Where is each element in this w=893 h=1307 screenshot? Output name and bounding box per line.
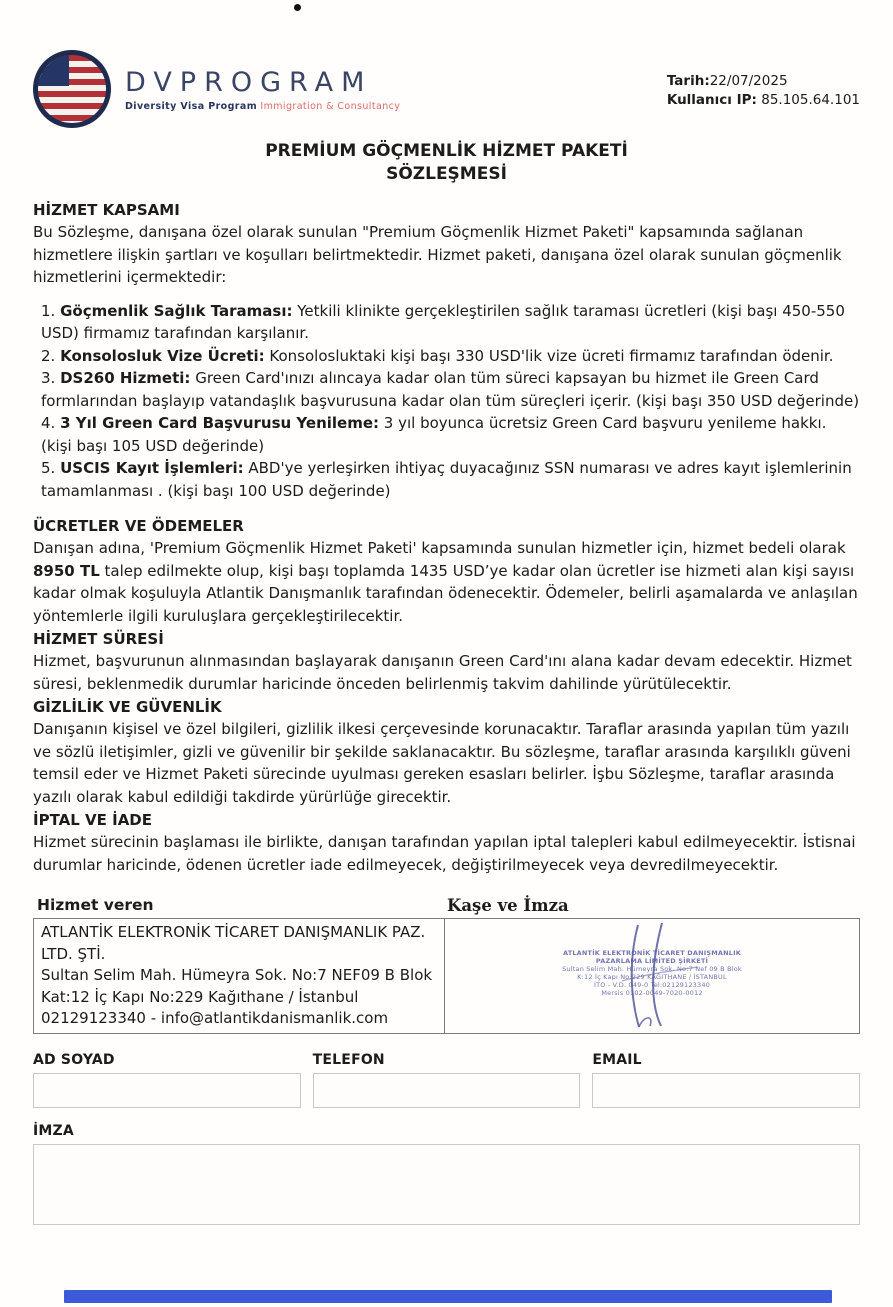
provider-contact: 02129123340 - info@atlantikdanismanlik.com [41,1009,389,1027]
ad-soyad-input[interactable] [33,1073,301,1108]
date-row: Tarih:22/07/2025 [666,73,788,89]
section-heading-iptal: İPTAL VE İADE [33,811,152,829]
brand-subtitle-left: Diversity Visa Program [125,100,257,112]
company-stamp: ATLANTİK ELEKTRONİK TİCARET DANIŞMANLIK PAZARLAMA LİMİTED ŞİRKETİ Sultan Selim Mah. Hümeyra Sok. No:7 Nef 09 B Blok K:12 İç Kapı No:229 KAĞITHANE / İSTANBUL İTO - V.D. 049-0 Tel:02129123340 Mersis 0102-0049-7020-0012 [502,923,802,1029]
client-info-form [33,1052,860,1108]
list-item: 4. 3 Yıl Green Card Başvurusu Yenileme: 3 yıl boyunca ücretsiz Green Card başvuru yenileme hakkı. (kişi başı 105 USD değerinde) [41,414,827,455]
imza-signature-area[interactable] [33,1144,860,1225]
stamp-cell [445,918,860,1034]
section-heading-kapsam: HİZMET KAPSAMI [33,201,180,219]
gizlilik-paragraph: Danışanın kişisel ve özel bilgileri, gizlilik ilkesi çerçevesinde korunacaktır. Taraflar arasında yapılan tüm yazılı ve sözlü iletişimler, gizli ve güvenilir bir şekilde saklanacaktır. Bu sözleşme, taraflar arasında karşılıklı güveni temsil eder ve Hizmet Paketi sürecinde uyulması gereken esasları belirler. İşbu Sözleşme, taraflar arasında yazılı olarak kabul edildiği takdirde yürürlüğe girecektir. [33,720,851,806]
dvprogram-logo [33,50,400,128]
list-item: 3. DS260 Hizmeti: Green Card'ınızı alıncaya kadar olan tüm süreci kapsayan bu hizmet ile Green Card formlarından başlayıp vatandaşlık başvurusuna kadar olan tüm süreçleri içerir. (kişi başı 350 USD değerinde) [41,369,860,410]
section-heading-gizlilik: GİZLİLİK VE GÜVENLİK [33,698,222,716]
brand-subtitle-right: Immigration & Consultancy [260,100,401,112]
provider-company: ATLANTİK ELEKTRONİK TİCARET DANIŞMANLIK PAZ. LTD. ŞTİ. [41,923,426,963]
list-item: 5. USCIS Kayıt İşlemleri: ABD'ye yerleşirken ihtiyaç duyacağınız SSN numarası ve adres kayıt işlemlerinin tamamlanması . (kişi başı 100 USD değerinde) [41,459,852,500]
signature-table-headers [33,896,860,915]
email-input[interactable] [592,1073,860,1108]
list-item: 1. Göçmenlik Sağlık Taraması: Yetkili klinikte gerçekleştirilen sağlık taraması ücretleri (kişi başı 450-550 USD) firmamız tarafından karşılanır. [41,301,845,342]
footer-bar [64,1290,832,1303]
price-highlight: 8950 TL [33,561,100,580]
us-flag-logo-icon [33,50,111,128]
section-heading-ucretler: ÜCRETLER VE ÖDEMELER [33,517,244,535]
ink-dot [294,4,301,11]
iptal-paragraph: Hizmet sürecinin başlaması ile birlikte, danışan tarafından yapılan iptal talepleri kabul edilmeyecektir. İstisnai durumlar haricinde, ödenen ücretler iade edilmeyecek, değiştirilmeyecek veya devredilmeyecektir. [33,833,856,874]
sure-paragraph: Hizmet, başvurunun alınmasından başlayarak danışanın Green Card'ını alana kadar devam edecektir. Hizmet süresi, beklenmedik durumlar haricinde önceden belirlenmiş takvim dahilinde yürütülecektir. [33,652,852,693]
telefon-label: TELEFON [312,1051,385,1068]
page-title: PREMİUM GÖÇMENLİK HİZMET PAKETİ SÖZLEŞMESİ [265,141,628,184]
service-list [33,300,860,503]
document-meta [667,50,860,110]
telefon-input[interactable] [313,1073,581,1108]
ip-row: Kullanıcı IP: 85.105.64.101 [666,92,860,108]
provider-header: Hizmet veren [37,896,154,914]
signature-icon [502,923,802,1029]
provider-address-1: Sultan Selim Mah. Hümeyra Sok. No:7 NEF09 B Blok [41,966,433,984]
imza-section [33,1123,860,1225]
header [33,0,860,128]
stamp-header: Kaşe ve İmza [447,896,569,915]
brand-subtitle [125,101,400,112]
brand-name: DVPROGRAM [125,66,373,98]
imza-label: İMZA [33,1122,74,1139]
email-label: EMAIL [592,1051,642,1068]
kapsam-paragraph: Bu Sözleşme, danışana özel olarak sunulan "Premium Göçmenlik Hizmet Paketi" kapsamında sağlanan hizmetlere ilişkin şartları ve koşulları belirtmektedir. Hizmet paketi, danışana özel olarak sunulan göçmenlik hizmetlerini içermektedir: [33,223,842,286]
section-heading-sure: HİZMET SÜRESİ [33,630,164,648]
signature-table [33,918,860,1034]
ucretler-paragraph: Danışan adına, 'Premium Göçmenlik Hizmet Paketi' kapsamında sunulan hizmetler için, hizmet bedeli olarak 8950 TL talep edilmekte olup, kişi başı toplamda 1435 USD’ye kadar olan ücretler ise hizmeti alan kişi sayısı kadar olmak koşuluyla Atlantik Danışmanlık tarafından ödenecektir. Ödemeler, belirli aşamalarda ve anlaşılan yöntemlerle ilgili kuruluşlara gerçekleştirilecektir. [33,539,858,625]
provider-cell [33,918,445,1034]
ad-soyad-label: AD SOYAD [33,1051,115,1068]
list-item: 2. Konsolosluk Vize Ücreti: Konsolosluktaki kişi başı 330 USD'lik vize ücreti firmamız tarafından ödenir. [41,346,834,365]
provider-address-2: Kat:12 İç Kapı No:229 Kağıthane / İstanbul [41,987,359,1006]
